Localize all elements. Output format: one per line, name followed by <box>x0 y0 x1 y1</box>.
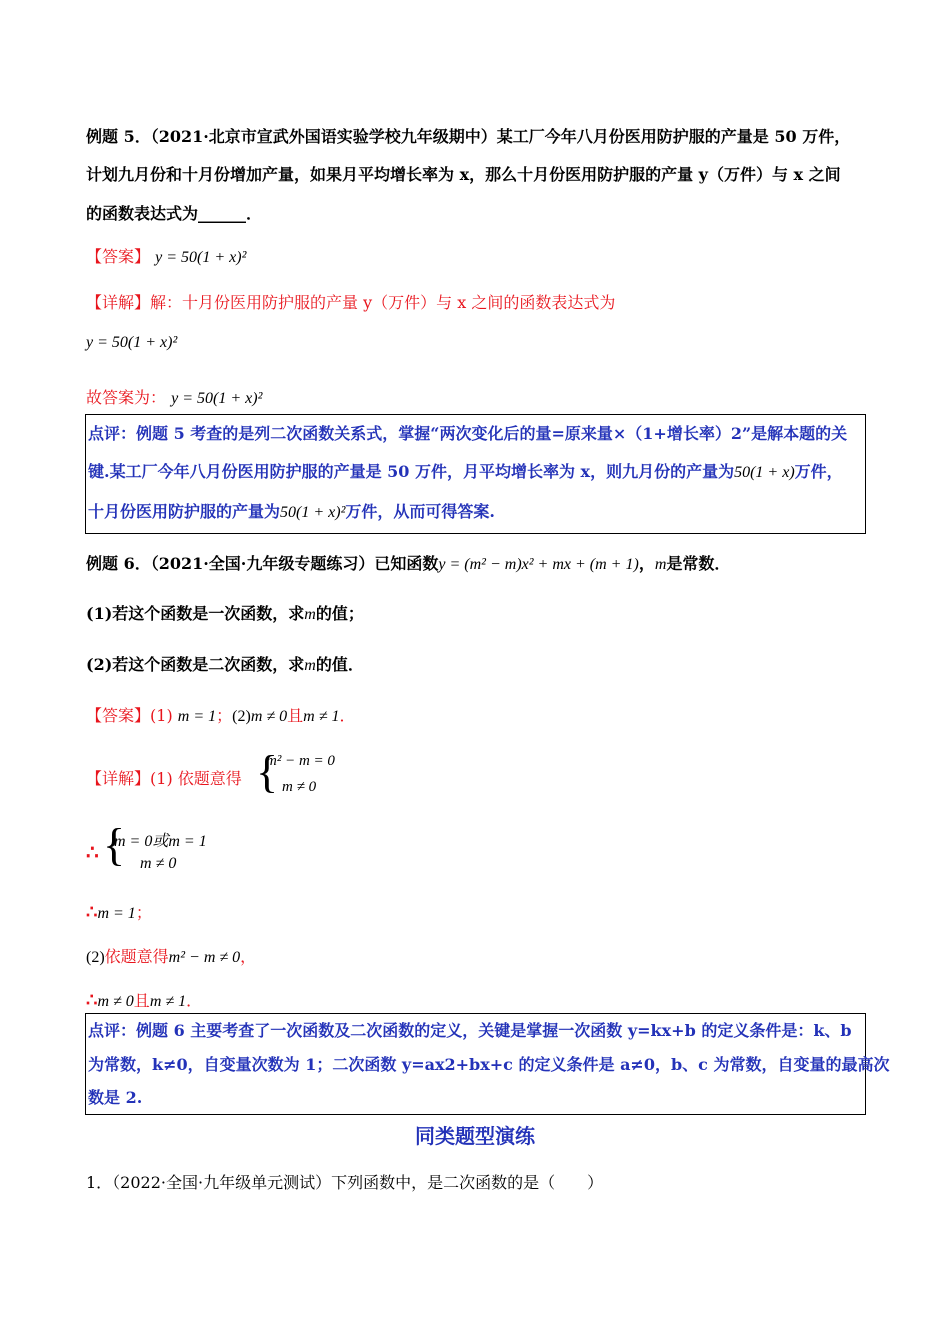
comment5-line2 <box>88 459 843 482</box>
comment5-line3-text: 十月份医用防护服的产量为 <box>88 502 281 521</box>
ex6-answer-f3: m ≠ 1 <box>303 708 340 725</box>
ex6-part2 <box>86 944 256 967</box>
ex5-detail-formula: y = 50(1 + x)² <box>86 334 178 351</box>
ex6-answer-end: ． <box>339 706 356 725</box>
practice-question-1: 1．（2022·全国·九年级单元测试）下列函数中，是二次函数的是（ ） <box>86 1173 604 1192</box>
ex6-answer-p1: (1) <box>150 706 173 725</box>
ex6-line1-end: 是常数． <box>666 554 731 573</box>
comment6-line3: 数是 2. <box>88 1088 143 1107</box>
ex5-line1: 例题 5．（2021·北京市宣武外国语实验学校九年级期中）某工厂今年八月份医用防护服的产量是 50 万件， <box>86 127 851 146</box>
ex6-line1-text: 例题 6．（2021·全国·九年级专题练习）已知函数 <box>86 554 439 573</box>
comment5-line2-end: 万件， <box>794 462 843 481</box>
comment5-line2-formula: 50(1 + x) <box>734 464 795 481</box>
ex5-answer <box>86 244 246 267</box>
answer-formula: y = 50(1 + x)² <box>155 249 247 266</box>
result1-formula: m = 1 <box>97 905 136 922</box>
section-title: 同类题型演练 <box>415 1124 535 1148</box>
ex6-detail-text: (1) 依题意得 <box>150 769 242 788</box>
part2-label: (2) <box>86 949 105 966</box>
result2-formula-b: m ≠ 1 <box>149 993 187 1010</box>
result2-formula-a: m ≠ 0 <box>97 993 134 1010</box>
ex6-result2 <box>86 988 202 1011</box>
part2-formula: m² − m ≠ 0 <box>168 949 241 966</box>
ex5-final <box>86 385 262 408</box>
comment6-box <box>85 1013 890 1115</box>
system2-row2: m ≠ 0 <box>140 855 177 872</box>
answer-label: 【答案】 <box>86 247 151 266</box>
ex6-q1 <box>86 601 364 624</box>
comment6-line2: 为常数，k≠0，自变量次数为 1；二次函数 y=ax2+bx+c 的定义条件是 a≠0，b、c 为常数，自变量的最高次 <box>88 1055 890 1074</box>
q1-m: m <box>304 606 316 623</box>
ex6-m: m <box>654 556 667 573</box>
therefore-2: ∴ <box>86 902 98 923</box>
ex6-answer-f2: m ≠ 0 <box>250 708 288 725</box>
q2-m: m <box>304 657 316 674</box>
ex6-function: y = (m² − m)x² + mx + (m + 1) <box>438 556 639 573</box>
ex6-q2 <box>86 652 364 675</box>
ex6-line1 <box>86 551 730 574</box>
therefore-1: ∴ <box>86 840 99 864</box>
ex6-answer <box>86 703 356 726</box>
part2-end: ， <box>240 947 257 966</box>
q2-text: (2)若这个函数是二次函数，求 <box>86 655 305 674</box>
ex5-line3: 的函数表达式为______． <box>86 204 263 223</box>
system1-row1: m² − m = 0 <box>266 753 335 769</box>
ex6-comma: ， <box>638 554 655 573</box>
part2-text: 依题意得 <box>104 947 169 966</box>
comment5-line3 <box>88 499 495 522</box>
ex6-answer-p2: (2) <box>232 708 251 725</box>
final-formula: y = 50(1 + x)² <box>171 390 263 407</box>
system1-brace: { <box>256 746 279 797</box>
detail-label: 【详解】 <box>86 293 151 312</box>
result2-and: 且 <box>133 991 150 1010</box>
comment5-box <box>85 414 866 534</box>
q1-end: 的值； <box>315 604 364 623</box>
ex6-detail-label: 【详解】 <box>86 769 151 788</box>
ex6-answer-sep: ； <box>216 706 233 725</box>
result1-end: ； <box>135 903 152 922</box>
final-text: 故答案为： <box>86 388 167 407</box>
system2-row1: m = 0或m = 1 <box>114 833 207 850</box>
detail-text: 解：十月份医用防护服的产量 y（万件）与 x 之间的函数表达式为 <box>150 293 616 312</box>
comment6-line1: 点评：例题 6 主要考查了一次函数及二次函数的定义，关键是掌握一次函数 y=kx+b 的定义条件是：k、b <box>88 1021 852 1040</box>
ex6-detail <box>86 766 242 789</box>
system2-brace: { <box>103 819 126 870</box>
q2-end: 的值． <box>315 655 364 674</box>
comment5-line3-end: 万件，从而可得答案. <box>345 502 495 521</box>
ex6-result1 <box>86 900 152 923</box>
ex6-answer-label: 【答案】 <box>86 706 151 725</box>
comment5-line1: 点评：例题 5 考查的是列二次函数关系式，掌握“两次变化后的量=原来量×（1+增长率）2”是解本题的关 <box>88 424 848 443</box>
ex5-line2: 计划九月份和十月份增加产量，如果月平均增长率为 x，那么十月份医用防护服的产量 y（万件）与 x 之间 <box>86 165 841 184</box>
ex6-answer-and: 且 <box>287 706 304 725</box>
ex6-answer-f1: m = 1 <box>177 708 217 725</box>
ex5-detail <box>86 290 615 313</box>
q1-text: (1)若这个函数是一次函数，求 <box>86 604 305 623</box>
result2-end: ． <box>186 991 203 1010</box>
system1-row2: m ≠ 0 <box>282 779 317 795</box>
comment5-line2-text: 键.某工厂今年八月份医用防护服的产量是 50 万件，月平均增长率为 x，则九月份的产量为 <box>88 462 735 481</box>
comment5-line3-formula: 50(1 + x)² <box>280 504 346 521</box>
therefore-3: ∴ <box>86 990 98 1011</box>
